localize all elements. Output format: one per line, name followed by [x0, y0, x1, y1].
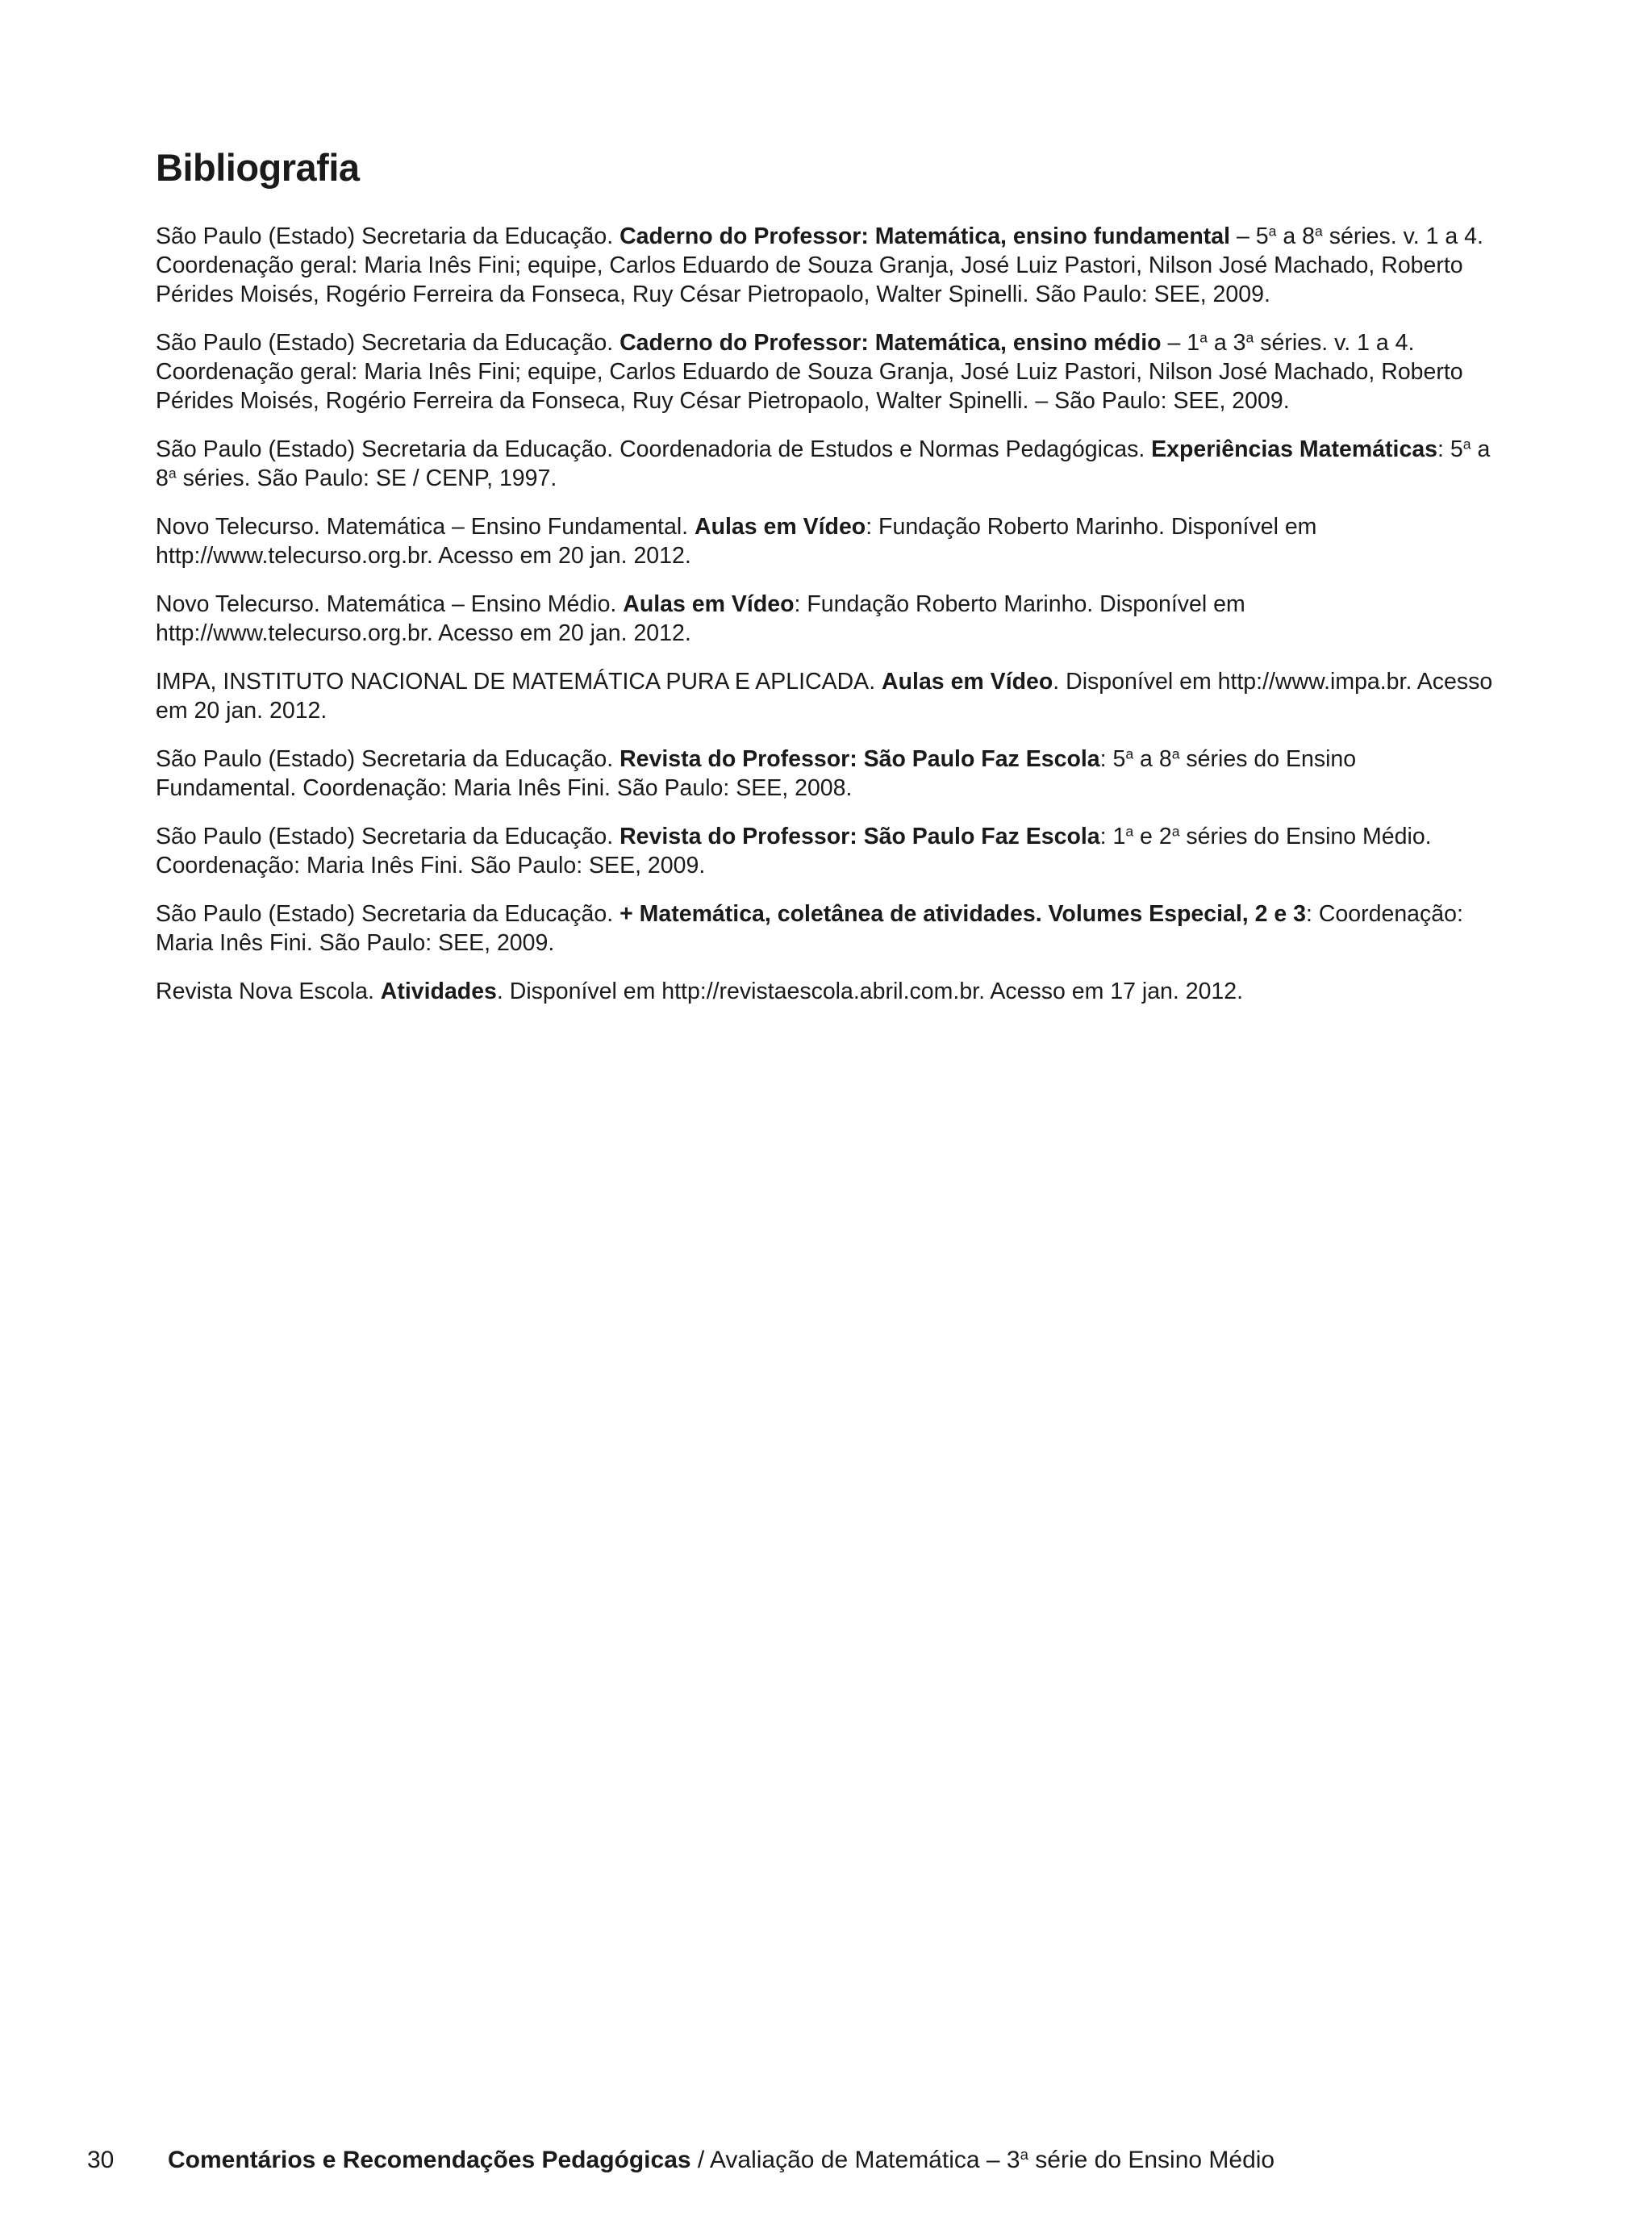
reference-text: São Paulo (Estado) Secretaria da Educação.	[156, 901, 620, 927]
reference-title: Atividades	[380, 979, 497, 1004]
reference-text: séries. v. 1 a 4. Coordenação geral: Maria Inês Fini; equipe, Carlos Eduardo de Souza Granja, José Luiz Pastori, Nilson José Machado, Roberto Pérides Moisés, Rogério Ferreira da Fonseca, Ruy César Pietropaolo, Walter Spinelli. São Paulo: SEE, 2009.	[156, 223, 1483, 307]
reference-text: a 8	[1276, 223, 1315, 249]
bibliography-entry	[156, 512, 1495, 570]
bibliography-entry	[156, 899, 1495, 958]
reference-text: e 2	[1133, 824, 1172, 849]
reference-text: São Paulo (Estado) Secretaria da Educação.	[156, 746, 620, 772]
ordinal-indicator: a	[1125, 823, 1134, 840]
reference-text: São Paulo (Estado) Secretaria da Educação.	[156, 824, 620, 849]
reference-text: : Fundação Roberto Marinho. Disponível em http://www.telecurso.org.br. Acesso em 20 jan. 2012.	[156, 591, 1245, 646]
reference-title: Experiências Matemáticas	[1151, 436, 1438, 462]
bibliography-entry	[156, 745, 1495, 803]
reference-title: Aulas em Vídeo	[882, 669, 1053, 695]
reference-text: – 1	[1161, 330, 1200, 356]
reference-text: . Disponível em http://www.impa.br. Acesso em 20 jan. 2012.	[156, 669, 1493, 724]
footer-subtitle-text: Avaliação de Matemática – 3	[709, 2147, 1020, 2173]
reference-text: séries do Ensino Médio. Coordenação: Maria Inês Fini. São Paulo: SEE, 2009.	[156, 824, 1432, 878]
bibliography-entry	[156, 977, 1495, 1006]
ordinal-indicator: a	[1125, 745, 1134, 762]
ordinal-indicator: a	[1462, 436, 1471, 453]
bibliography-entry	[156, 667, 1495, 725]
reference-title: Revista do Professor: São Paulo Faz Escola	[620, 824, 1100, 849]
reference-title: Revista do Professor: São Paulo Faz Escola	[620, 746, 1100, 772]
reference-text: : 5	[1437, 436, 1463, 462]
reference-text: : Fundação Roberto Marinho. Disponível em http://www.telecurso.org.br. Acesso em 20 jan. 2012.	[156, 514, 1317, 569]
bibliography-entry	[156, 435, 1495, 493]
bibliography-entry	[156, 328, 1495, 415]
reference-text: São Paulo (Estado) Secretaria da Educação.	[156, 330, 620, 356]
bibliography-entry	[156, 590, 1495, 648]
ordinal-indicator: a	[1315, 223, 1323, 240]
reference-text: a 8	[1133, 746, 1172, 772]
bibliography-entry	[156, 222, 1495, 309]
ordinal-indicator: a	[1171, 823, 1180, 840]
reference-text: séries. São Paulo: SE / CENP, 1997.	[176, 465, 557, 491]
reference-text: : 1	[1099, 824, 1126, 849]
reference-title: Aulas em Vídeo	[694, 514, 866, 540]
reference-text: IMPA, INSTITUTO NACIONAL DE MATEMÁTICA PURA E APLICADA.	[156, 669, 882, 695]
page-footer	[87, 2144, 1571, 2176]
reference-text: séries. v. 1 a 4. Coordenação geral: Maria Inês Fini; equipe, Carlos Eduardo de Souza Granja, José Luiz Pastori, Nilson José Machado, Roberto Pérides Moisés, Rogério Ferreira da Fonseca, Ruy César Pietropaolo, Walter Spinelli. – São Paulo: SEE, 2009.	[156, 330, 1463, 414]
reference-text: a 8	[156, 436, 1491, 491]
reference-text: Novo Telecurso. Matemática – Ensino Médio.	[156, 591, 624, 617]
reference-text: . Disponível em http://revistaescola.abril.com.br. Acesso em 17 jan. 2012.	[496, 979, 1244, 1004]
page-number: 30	[87, 2147, 115, 2173]
footer-separator: /	[690, 2147, 710, 2173]
reference-title: + Matemática, coletânea de atividades. Volumes Especial, 2 e 3	[620, 901, 1307, 927]
ordinal-indicator: a	[1171, 745, 1180, 762]
reference-text: : 5	[1099, 746, 1126, 772]
reference-text: : Coordenação: Maria Inês Fini. São Paulo: SEE, 2009.	[156, 901, 1463, 956]
footer-title: Comentários e Recomendações Pedagógicas	[168, 2147, 691, 2173]
footer-subtitle	[710, 2147, 1274, 2173]
page-title: Bibliografia	[156, 146, 360, 189]
reference-text: Novo Telecurso. Matemática – Ensino Fundamental.	[156, 514, 695, 540]
reference-title: Caderno do Professor: Matemática, ensino fundamental	[620, 223, 1231, 249]
ordinal-indicator: a	[168, 465, 177, 482]
reference-text: São Paulo (Estado) Secretaria da Educação.	[156, 223, 620, 249]
reference-text: Revista Nova Escola.	[156, 979, 381, 1004]
reference-text: – 5	[1230, 223, 1269, 249]
reference-text: São Paulo (Estado) Secretaria da Educação. Coordenadoria de Estudos e Normas Pedagógicas.	[156, 436, 1152, 462]
bibliography-entry	[156, 822, 1495, 880]
reference-text: séries do Ensino Fundamental. Coordenação: Maria Inês Fini. São Paulo: SEE, 2008.	[156, 746, 1357, 801]
ordinal-indicator: a	[1268, 223, 1277, 240]
reference-text: a 3	[1207, 330, 1246, 356]
ordinal-indicator: a	[1245, 329, 1254, 346]
footer-subtitle-text: série do Ensino Médio	[1028, 2147, 1275, 2173]
reference-title: Caderno do Professor: Matemática, ensino médio	[620, 330, 1162, 356]
ordinal-indicator: a	[1199, 329, 1208, 346]
footer-subtitle-ordinal: a	[1020, 2145, 1028, 2163]
reference-title: Aulas em Vídeo	[623, 591, 795, 617]
bibliography-list	[156, 222, 1495, 1025]
